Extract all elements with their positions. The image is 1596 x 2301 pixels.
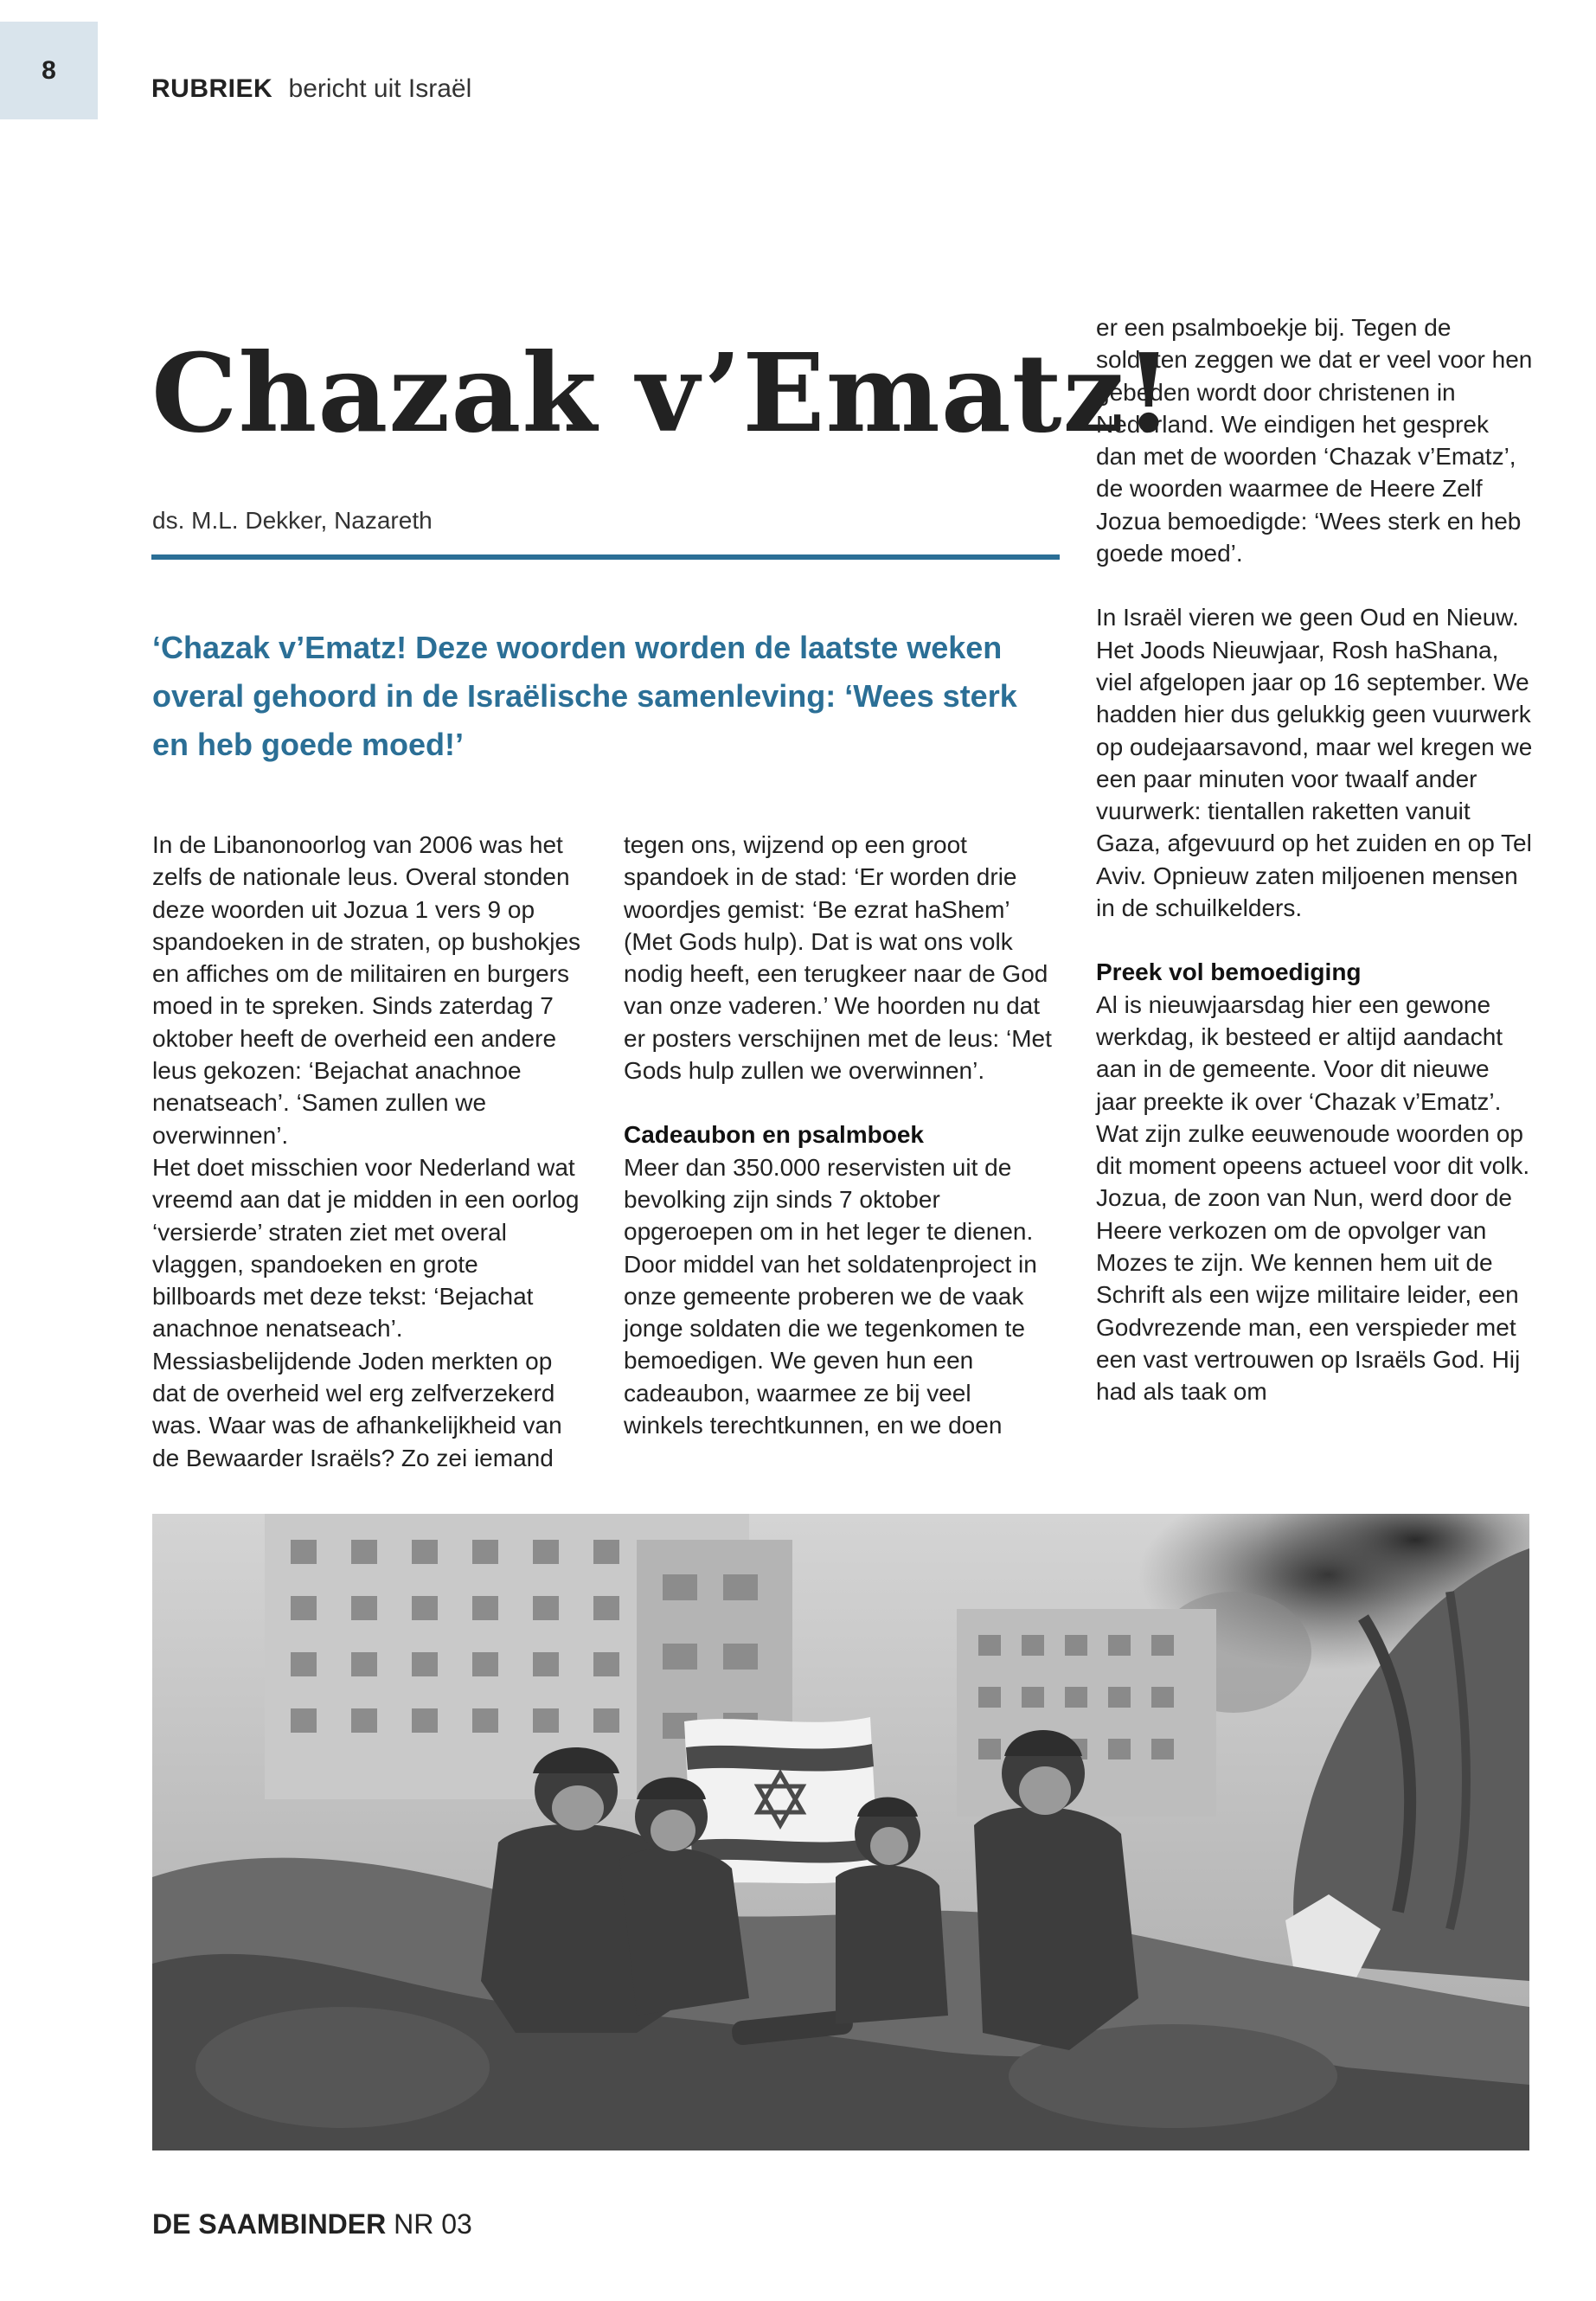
article-author: ds. M.L. Dekker, Nazareth [152,507,433,534]
magazine-footer [152,2208,472,2240]
paragraph: In Israël vieren we geen Oud en Nieuw. Het Joods Nieuwjaar, Rosh haShana, viel afgelopen jaar op 16 september. We hadden hier dus gelukkig geen vuurwerk op oudejaarsavond, maar wel kregen we een paar minuten voor twaalf ander vuurwerk: tientallen raketten vanuit Gaza, afgevuurd op het zuiden en op Tel Aviv. Opnieuw zaten miljoenen mensen in de schuilkelders. [1096,604,1533,922]
magazine-name: DE SAAMBINDER [152,2208,387,2240]
paragraph: In de Libanonoorlog van 2006 was het zelfs de nationale leus. Overal stonden deze woorden uit Jozua 1 vers 9 op spandoeken in de straten, op bushokjes en affiches om de militairen en burgers moed in te spreken. Sinds zaterdag 7 oktober heeft de overheid een andere leus gekozen: ‘Bejachat anachnoe nenatseach’. ‘Samen zullen we overwinnen’. [152,831,581,1149]
paragraph: Al is nieuwjaarsdag hier een gewone werkdag, ik besteed er altijd aandacht aan in de gemeente. Voor dit nieuwe jaar preekte ik over ‘Chazak v’Ematz’. Wat zijn zulke eeuwenoude woorden op dit moment opeens actueel voor dit volk. [1096,990,1530,1180]
paragraph: Jozua, de zoon van Nun, werd door de Heere verkozen om de opvolger van Mozes te zijn. We kennen hem uit de Schrift als een wijze militaire leider, een Godvrezende man, een verspieder met een vast vertrouwen op Israëls God. Hij had als taak om [1096,1184,1521,1406]
soldiers-photo-illustration [152,1514,1529,2150]
paragraph: Meer dan 350.000 reservisten uit de bevolking zijn sinds 7 oktober opgeroepen om in het leger te dienen. Door middel van het soldatenproject in onze gemeente proberen we de vaak jonge soldaten die we tegenkomen te bemoedigen. We geven hun een cadeaubon, waarmee ze bij veel winkels terechtkunnen, en we doen [624,1153,1037,1439]
text-column-3 [1096,311,1533,1408]
soldiers-photo [152,1514,1529,2150]
page-number: 8 [0,22,98,119]
subheading-preek: Preek vol bemoediging [1096,958,1362,986]
rubric-section: bericht uit Israël [288,74,472,103]
rubric-label: RUBRIEK [151,74,273,103]
paragraph: tegen ons, wijzend op een groot spandoek in de stad: ‘Er worden drie woordjes gemist: ‘Be ezrat haShem’ (Met Gods hulp). Dat is wat ons volk nodig heeft, een terugkeer naar de God van onze vaderen.’ We hoorden nu dat er posters verschijnen met de leus: ‘Met Gods hulp zullen we overwinnen’. [624,831,1052,1085]
title-divider [151,554,1060,560]
article-title: Chazak v’Ematz! [151,330,1174,457]
rubric-header [151,74,471,104]
text-column-2 [624,829,1056,1441]
article-lead: ‘Chazak v’Ematz! Deze woorden worden de laatste weken overal gehoord in de Israëlische samenleving: ‘Wees sterk en heb goede moed!’ [152,630,1017,762]
subheading-cadeaubon: Cadeaubon en psalmboek [624,1121,924,1149]
issue-number: NR 03 [394,2208,472,2240]
paragraph: Het doet misschien voor Nederland wat vreemd aan dat je midden in een oorlog ‘versierde’ straten ziet met overal vlaggen, spandoeken en grote billboards met deze tekst: ‘Bejachat anachnoe nenatseach’. Messiasbelijdende Joden merkten op dat de overheid wel erg zelfverzekerd was. Waar was de afhankelijkheid van de Bewaarder Israëls? Zo zei iemand [152,1153,580,1471]
paragraph: er een psalmboekje bij. Tegen de soldaten zeggen we dat er veel voor hen gebeden wordt door christenen in Nederland. We eindigen het gesprek dan met de woorden ‘Chazak v’Ematz’, de woorden waarmee de Heere Zelf Jozua bemoedigde: ‘Wees sterk en heb goede moed’. [1096,314,1533,567]
text-column-1 [152,829,585,1474]
